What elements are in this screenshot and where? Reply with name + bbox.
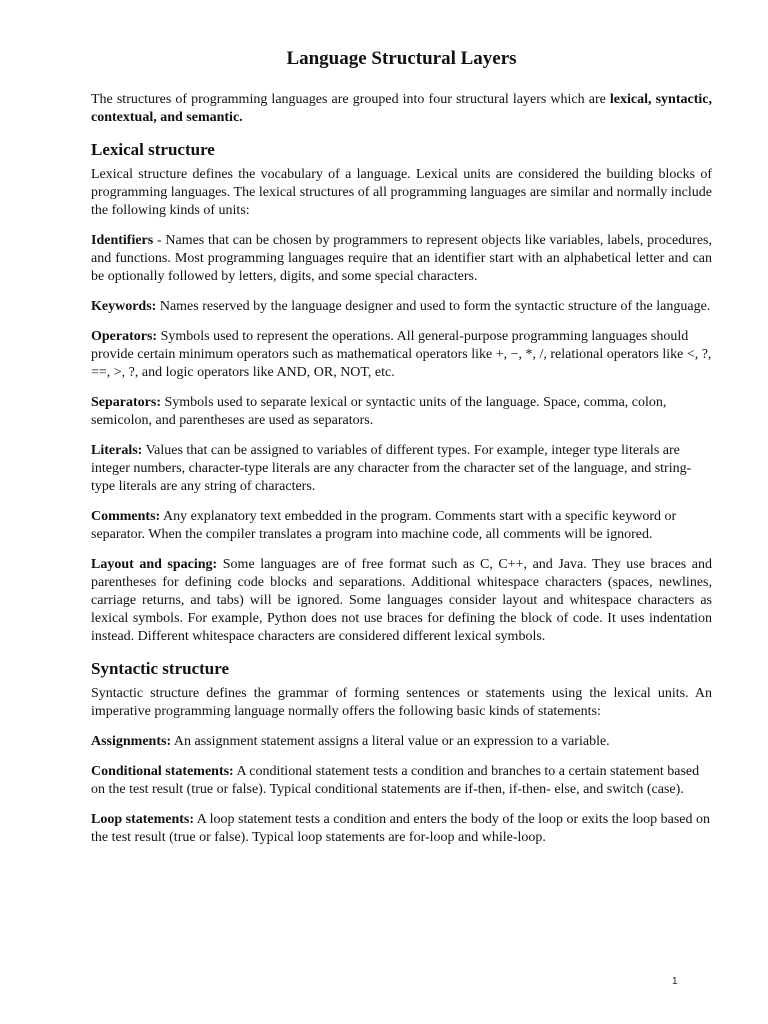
definition: Some languages are of free format such as C, C++, and Java. They use braces and parentheses for defining code blocks and separations. Additional whitespace characters (spaces, newlines, carriage returns, and tabs) will be ignored. Some languages consider layout and whitespace characters as lexical symbols. For example, Python does not use braces for defining the block of code. It uses indentation instead. Different whitespace characters are considered different lexical symbols. bbox=[91, 557, 712, 644]
term: Conditional statements: bbox=[91, 764, 234, 779]
definition: Any explanatory text embedded in the program. Comments start with a specific keyword or separator. When the compiler translates a program into machine code, all comments will be ignored. bbox=[91, 509, 677, 542]
page-number: 1 bbox=[672, 976, 678, 987]
definition: Values that can be assigned to variables of different types. For example, integer type literals are integer numbers, character-type literals are any character from the character set of the language, and string-type literals are any string of characters. bbox=[91, 443, 692, 494]
lexical-item-keywords bbox=[91, 298, 712, 316]
intro-paragraph bbox=[91, 91, 712, 127]
definition: Symbols used to represent the operations. All general-purpose programming languages should provide certain minimum operators such as mathematical operators like +, −, *, /, relational operators like <, ?, ==, >, ?, and logic operators like AND, OR, NOT, etc. bbox=[91, 329, 712, 380]
term: Assignments: bbox=[91, 734, 172, 749]
term: Literals: bbox=[91, 443, 143, 458]
definition: A conditional statement tests a condition and branches to a certain statement based on the test result (true or false). Typical conditional statements are if-then, if-then- else, and switch (case). bbox=[91, 764, 700, 797]
lexical-item-operators bbox=[91, 328, 712, 382]
syntactic-intro: Syntactic structure defines the grammar of forming sentences or statements using the lexical units. An imperative programming language normally offers the following basic kinds of statements: bbox=[91, 686, 712, 719]
term: Layout and spacing: bbox=[91, 557, 218, 572]
intro-text: The structures of programming languages are grouped into four structural layers which are bbox=[91, 92, 610, 107]
document-body bbox=[91, 46, 712, 847]
lexical-item-identifiers bbox=[91, 232, 712, 286]
definition: Names that can be chosen by programmers to represent objects like variables, labels, procedures, and functions. Most programming languages require that an identifier start with an alphabetical letter and can be optionally followed by letters, digits, and some special characters. bbox=[91, 233, 712, 284]
definition: Names reserved by the language designer and used to form the syntactic structure of the language. bbox=[159, 299, 711, 314]
syntactic-item-conditional bbox=[91, 763, 712, 799]
syntactic-heading: Syntactic structure bbox=[91, 659, 230, 678]
lexical-heading: Lexical structure bbox=[91, 140, 215, 159]
lexical-item-layout-spacing bbox=[91, 556, 712, 646]
lexical-item-literals bbox=[91, 442, 712, 496]
term: Comments: bbox=[91, 509, 161, 524]
lexical-intro: Lexical structure defines the vocabulary of a language. Lexical units are considered the building blocks of programming languages. The lexical structures of all programming languages are similar and normally include the following kinds of units: bbox=[91, 167, 712, 218]
page-title: Language Structural Layers bbox=[286, 48, 517, 69]
lexical-item-comments bbox=[91, 508, 712, 544]
syntactic-item-loop bbox=[91, 811, 712, 847]
term: Identifiers bbox=[91, 233, 154, 248]
lexical-item-separators bbox=[91, 394, 712, 430]
term-separator: - bbox=[153, 233, 166, 248]
intro-bold-layers: lexical, syntactic, contextual, and semantic. bbox=[91, 92, 712, 125]
definition: An assignment statement assigns a literal value or an expression to a variable. bbox=[173, 734, 610, 749]
term: Keywords: bbox=[91, 299, 157, 314]
term: Separators: bbox=[91, 395, 161, 410]
definition: A loop statement tests a condition and enters the body of the loop or exits the loop based on the test result (true or false). Typical loop statements are for-loop and while-loop. bbox=[91, 812, 711, 845]
definition: Symbols used to separate lexical or syntactic units of the language. Space, comma, colon, semicolon, and parentheses are used as separators. bbox=[91, 395, 667, 428]
syntactic-item-assignments bbox=[91, 733, 712, 751]
term: Loop statements: bbox=[91, 812, 195, 827]
term: Operators: bbox=[91, 329, 158, 344]
